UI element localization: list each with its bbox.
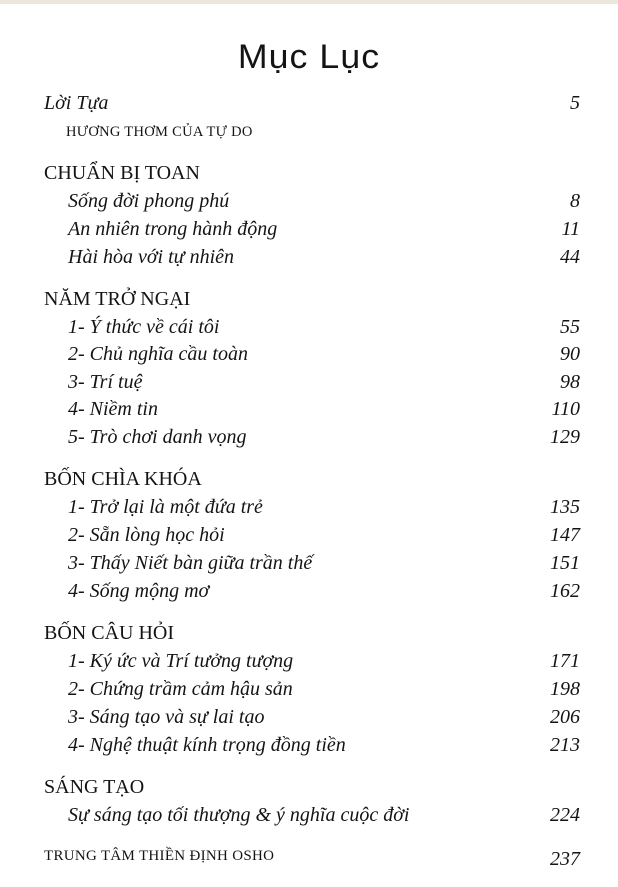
toc-entry-label: Lời Tựa <box>44 92 109 114</box>
toc-entry-label: Sự sáng tạo tối thượng & ý nghĩa cuộc đời <box>68 804 410 826</box>
toc-entry[interactable] <box>0 734 618 760</box>
toc-entry-label: 2- Chủ nghĩa cầu toàn <box>68 343 248 365</box>
toc-entry-page: 213 <box>550 734 580 756</box>
toc-section-label: NĂM TRỞ NGẠI <box>44 288 191 310</box>
toc-section-heading[interactable] <box>0 468 618 494</box>
toc-entry-page: 171 <box>550 650 580 672</box>
toc-entry-preface[interactable] <box>0 92 618 118</box>
toc-entry[interactable] <box>0 190 618 216</box>
toc-section-heading[interactable] <box>0 288 618 314</box>
toc-entry-label: 2- Sẵn lòng học hỏi <box>68 524 225 546</box>
toc-entry[interactable] <box>0 426 618 452</box>
toc-entry[interactable] <box>0 580 618 606</box>
toc-entry[interactable] <box>0 496 618 522</box>
toc-entry-page: 55 <box>560 316 580 338</box>
toc-section-label: CHUẨN BỊ TOAN <box>44 162 200 184</box>
toc-entry[interactable] <box>0 524 618 550</box>
toc-entry-label: 3- Thấy Niết bàn giữa trần thế <box>68 552 313 574</box>
toc-entry[interactable] <box>0 343 618 369</box>
toc-entry-page: 129 <box>550 426 580 448</box>
toc-entry[interactable] <box>0 552 618 578</box>
toc-entry[interactable] <box>0 218 618 244</box>
toc-entry-page: 162 <box>550 580 580 602</box>
toc-entry-label: Hài hòa với tự nhiên <box>68 246 235 268</box>
toc-section-heading[interactable] <box>0 622 618 648</box>
toc-entry-label: 4- Niềm tin <box>68 398 158 420</box>
toc-entry-page: 206 <box>550 706 580 728</box>
page-title: Mục Lục <box>237 37 381 76</box>
toc-entry-label: 1- Ký ức và Trí tưởng tượng <box>68 650 294 672</box>
toc-section-heading[interactable] <box>0 162 618 188</box>
toc-section-label: BỐN CHÌA KHÓA <box>44 468 202 490</box>
toc-entry-label: 3- Trí tuệ <box>68 371 143 393</box>
toc-entry-label: An nhiên trong hành động <box>68 218 278 240</box>
toc-entry-page: 237 <box>550 848 580 870</box>
toc-entry-page: 98 <box>560 371 580 393</box>
toc-entry-page: 90 <box>560 343 580 365</box>
toc-subtitle <box>0 124 618 150</box>
toc-entry-page: 224 <box>550 804 580 826</box>
toc-section-heading[interactable] <box>0 776 618 802</box>
toc-entry-page: 5 <box>570 92 580 114</box>
toc-entry-label: 2- Chứng trầm cảm hậu sản <box>68 678 293 700</box>
toc-entry-label: 1- Ý thức về cái tôi <box>68 316 220 338</box>
toc-entry-label: 4- Sống mộng mơ <box>68 580 210 602</box>
toc-entry[interactable] <box>0 706 618 732</box>
toc-entry[interactable] <box>0 398 618 424</box>
toc-entry[interactable] <box>0 650 618 676</box>
toc-entry-page: 8 <box>570 190 580 212</box>
toc-entry-label: 3- Sáng tạo và sự lai tạo <box>68 706 265 728</box>
toc-entry-footer[interactable] <box>0 848 618 874</box>
toc-entry-page: 198 <box>550 678 580 700</box>
toc-entry[interactable] <box>0 371 618 397</box>
toc-entry-page: 151 <box>550 552 580 574</box>
toc-entry[interactable] <box>0 678 618 704</box>
toc-section-label: SÁNG TẠO <box>44 776 145 798</box>
toc-entry-page: 147 <box>550 524 580 546</box>
toc-subtitle-label: HƯƠNG THƠM CỦA TỰ DO <box>66 124 253 140</box>
toc-entry-page: 11 <box>561 218 580 240</box>
toc-section-label: BỐN CÂU HỎI <box>44 622 174 644</box>
toc-entry-page: 44 <box>560 246 580 268</box>
toc-entry[interactable] <box>0 246 618 272</box>
toc-entry-label: 1- Trở lại là một đứa trẻ <box>68 496 263 518</box>
toc-entry-page: 135 <box>550 496 580 518</box>
toc-entry-label: Sống đời phong phú <box>68 190 230 212</box>
toc-entry-page: 110 <box>551 398 580 420</box>
toc-entry-label: 5- Trò chơi danh vọng <box>68 426 247 448</box>
toc-entry-label: TRUNG TÂM THIỀN ĐỊNH OSHO <box>44 848 275 864</box>
toc-entry[interactable] <box>0 804 618 830</box>
toc-entry[interactable] <box>0 316 618 342</box>
toc-entry-label: 4- Nghệ thuật kính trọng đồng tiền <box>68 734 346 756</box>
